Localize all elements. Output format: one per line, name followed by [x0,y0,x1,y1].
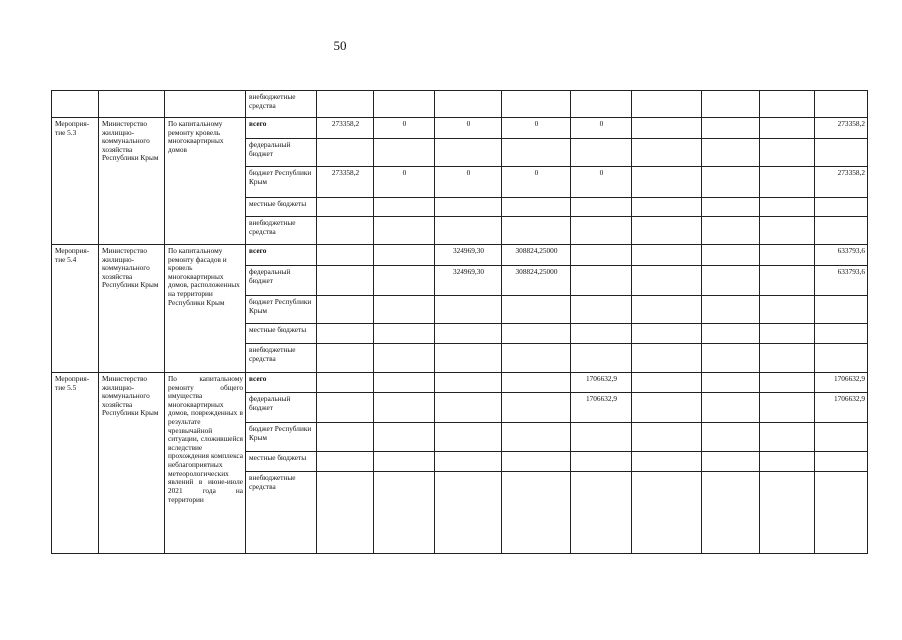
value-cell: 0 [435,118,502,139]
measure-id: Мероприя-тие 5.4 [52,245,99,373]
table-cell [760,344,815,373]
table-cell [632,324,702,344]
table-cell [760,296,815,324]
value-cell [502,472,571,554]
table-cell [760,393,815,423]
table-cell [760,472,815,554]
table-cell [702,452,760,472]
source-label: внебюджетные средства [246,472,317,554]
value-cell [435,472,502,554]
total-cell [815,139,868,167]
table-cell [571,91,632,118]
total-cell: 1706632,9 [815,373,868,393]
value-cell [502,139,571,167]
total-cell [815,198,868,217]
value-cell [502,452,571,472]
table-cell [632,296,702,324]
value-cell: 273358,2 [317,118,374,139]
value-cell: 0 [502,118,571,139]
value-cell: 1706632,9 [571,373,632,393]
value-cell [317,423,374,452]
value-cell [317,393,374,423]
value-cell [374,344,435,373]
source-label: всего [246,118,317,139]
table-cell [702,167,760,198]
value-cell [571,324,632,344]
value-cell [374,423,435,452]
value-cell [571,198,632,217]
value-cell [374,245,435,266]
source-label: всего [246,373,317,393]
value-cell: 0 [571,118,632,139]
value-cell [502,373,571,393]
total-cell: 273358,2 [815,118,868,139]
table-cell [760,245,815,266]
value-cell [571,266,632,296]
source-label: бюджет Республики Крым [246,167,317,198]
value-cell [571,344,632,373]
table-cell [632,167,702,198]
measure-description: По капитальному ремонту фасадов и кровель многоквартирных домов, расположенных на территории Республики Крым [165,245,246,373]
table-cell [702,245,760,266]
value-cell [374,472,435,554]
total-cell [815,344,868,373]
total-cell: 273358,2 [815,167,868,198]
source-label: всего [246,245,317,266]
value-cell [317,452,374,472]
value-cell [571,452,632,472]
total-cell [815,296,868,324]
table-cell [702,91,760,118]
table-cell [502,91,571,118]
value-cell [317,139,374,167]
table-cell [760,373,815,393]
value-cell [435,373,502,393]
source-label: местные бюджеты [246,452,317,472]
table-cell [702,472,760,554]
table-cell [632,198,702,217]
value-cell [435,393,502,423]
table-row [52,118,868,139]
value-cell [374,266,435,296]
table-cell [760,118,815,139]
measure-executor: Министерство жилищно-коммунального хозяйства Республики Крым [99,373,165,554]
value-cell [435,344,502,373]
budget-table [51,90,868,554]
value-cell [317,245,374,266]
table-cell [760,324,815,344]
value-cell [571,423,632,452]
value-cell [317,217,374,245]
source-label: местные бюджеты [246,324,317,344]
table-cell [632,217,702,245]
value-cell [502,324,571,344]
table-cell [165,91,246,118]
value-cell [317,198,374,217]
table-cell [632,373,702,393]
table-cell [702,118,760,139]
table-cell [702,198,760,217]
value-cell: 324969,30 [435,245,502,266]
table-cell [702,373,760,393]
value-cell: 273358,2 [317,167,374,198]
value-cell: 324969,30 [435,266,502,296]
value-cell [571,472,632,554]
total-cell [815,423,868,452]
value-cell [374,217,435,245]
value-cell: 0 [435,167,502,198]
page-number: 50 [333,38,347,53]
table-cell [760,198,815,217]
table-cell [702,324,760,344]
source-label: федеральный бюджет [246,393,317,423]
total-cell: 633793,6 [815,245,868,266]
total-cell [815,472,868,554]
value-cell [435,139,502,167]
table-cell [632,245,702,266]
table-cell [760,91,815,118]
table-cell [632,118,702,139]
value-cell [571,139,632,167]
value-cell [435,452,502,472]
value-cell: 308824,25000 [502,245,571,266]
table-cell [760,217,815,245]
table-cell [99,91,165,118]
table-row [52,91,868,118]
source-label: местные бюджеты [246,198,317,217]
value-cell [571,296,632,324]
value-cell [374,296,435,324]
value-cell [317,296,374,324]
table-cell [702,344,760,373]
value-cell [317,472,374,554]
table-cell [317,91,374,118]
value-cell [317,344,374,373]
measure-description: По капитальному ремонту общего имущества многоквартирных домов, поврежденных в результате чрезвычайной ситуации, сложившейся вследствие прохождения комплекса неблагоприятных метеорологических явлений в июне-июле 2021 года на территории [165,373,246,554]
value-cell [374,393,435,423]
total-cell [815,324,868,344]
source-label: бюджет Республики Крым [246,423,317,452]
value-cell [317,324,374,344]
table-cell [632,91,702,118]
value-cell [571,245,632,266]
table-cell [702,217,760,245]
total-cell: 1706632,9 [815,393,868,423]
table-cell [760,266,815,296]
source-label: федеральный бюджет [246,266,317,296]
value-cell [374,139,435,167]
table-cell [760,423,815,452]
table-row [52,373,868,393]
table-cell [760,139,815,167]
value-cell [571,217,632,245]
source-label: бюджет Республики Крым [246,296,317,324]
value-cell [374,324,435,344]
table-cell [374,91,435,118]
table-cell [632,452,702,472]
value-cell: 0 [374,167,435,198]
value-cell [502,423,571,452]
value-cell [374,373,435,393]
value-cell [435,217,502,245]
table-cell [52,91,99,118]
value-cell [502,217,571,245]
table-cell [702,139,760,167]
table-cell [632,139,702,167]
table-cell [632,393,702,423]
measure-id: Мероприя-тие 5.5 [52,373,99,554]
table-row [52,245,868,266]
total-cell [815,217,868,245]
table-cell [632,423,702,452]
table-cell [702,423,760,452]
source-label: внебюджетные средства [246,91,317,118]
source-label: федеральный бюджет [246,139,317,167]
value-cell: 308824,25000 [502,266,571,296]
total-cell [815,452,868,472]
value-cell: 0 [502,167,571,198]
table-cell [702,296,760,324]
value-cell [502,198,571,217]
value-cell [374,198,435,217]
measure-description: По капитальному ремонту кровель многоквартирных домов [165,118,246,245]
table-cell [702,266,760,296]
value-cell: 0 [374,118,435,139]
value-cell [435,296,502,324]
value-cell [317,266,374,296]
source-label: внебюджетные средства [246,217,317,245]
value-cell [502,393,571,423]
value-cell [374,452,435,472]
table-cell [760,167,815,198]
table-cell [632,266,702,296]
value-cell [502,296,571,324]
table-cell [815,91,868,118]
value-cell: 1706632,9 [571,393,632,423]
source-label: внебюджетные средства [246,344,317,373]
value-cell [435,423,502,452]
value-cell [502,344,571,373]
measure-executor: Министерство жилищно-коммунального хозяйства Республики Крым [99,118,165,245]
table-cell [760,452,815,472]
value-cell: 0 [571,167,632,198]
value-cell [317,373,374,393]
table-cell [632,472,702,554]
measure-id: Мероприя-тие 5.3 [52,118,99,245]
value-cell [435,324,502,344]
measure-executor: Министерство жилищно-коммунального хозяйства Республики Крым [99,245,165,373]
table-cell [702,393,760,423]
total-cell: 633793,6 [815,266,868,296]
table-cell [632,344,702,373]
table-cell [435,91,502,118]
value-cell [435,198,502,217]
